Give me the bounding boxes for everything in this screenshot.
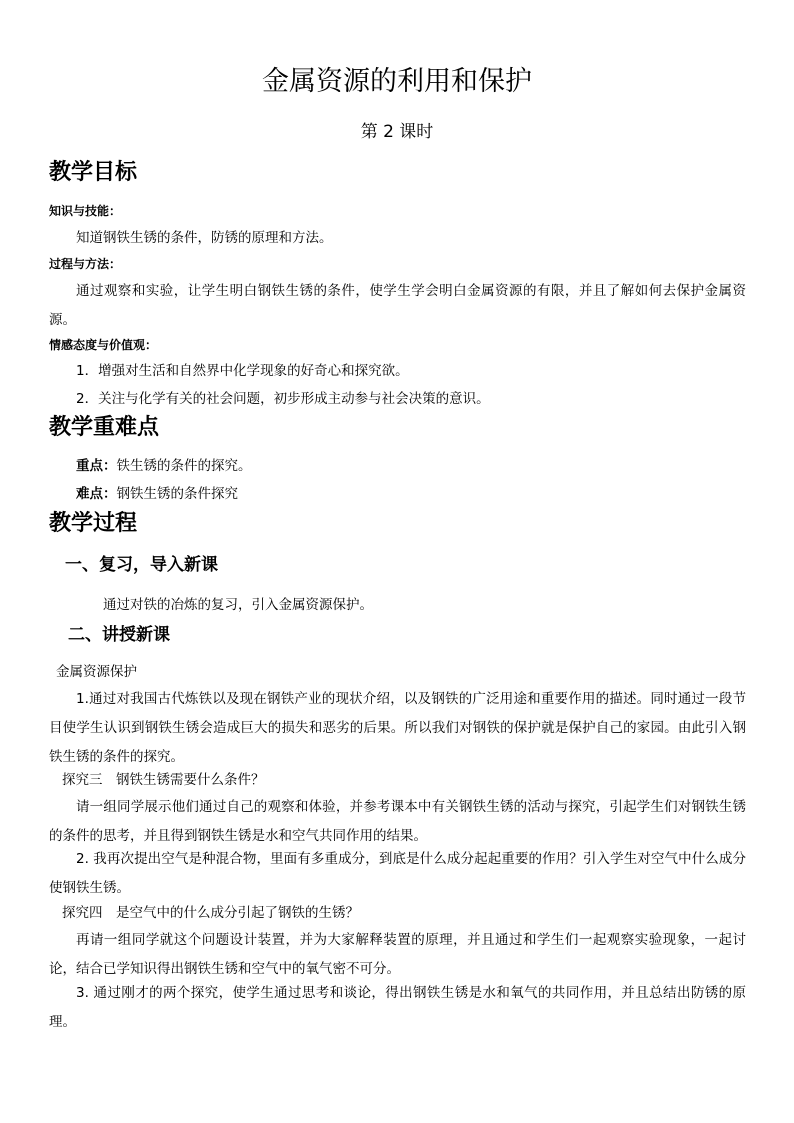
part1-heading: 一、复习，导入新课: [65, 555, 218, 575]
emotion-label: 情感态度与价值观：: [49, 338, 158, 352]
knowledge-label: 知识与技能：: [49, 204, 122, 218]
paragraph-1: 1.通过对我国古代炼铁以及现在钢铁产业的现状介绍，以及钢铁的广泛用途和重要作用的描述。同时通过一段节目使学生认识到钢铁生锈会造成巨大的损失和恶劣的后果。所以我们对钢铁的保护就是保护自己的家园。由此引入钢铁生锈的条件的探究。: [49, 691, 746, 765]
process-heading: 教学过程: [49, 511, 138, 536]
topic-line: 金属资源保护: [56, 664, 137, 680]
knowledge-text: 知道钢铁生锈的条件，防锈的原理和方法。: [76, 230, 333, 246]
process-text: 通过观察和实验，让学生明白钢铁生锈的条件，使学生学会明白金属资源的有限，并且了解如何去保护金属资源。: [49, 283, 746, 328]
emotion-item-2: 2．关注与化学有关的社会问题，初步形成主动参与社会决策的意识。: [76, 391, 490, 407]
explore-4: 探究四 是空气中的什么成分引起了钢铁的生锈？: [62, 905, 359, 921]
paragraph-4: 再请一组同学就这个问题设计装置，并为大家解释装置的原理，并且通过和学生们一起观察实验现象，一起讨论，结合已学知识得出钢铁生锈和空气中的氧气密不可分。: [49, 932, 746, 977]
key-points-heading: 教学重难点: [49, 415, 160, 440]
emotion-item-1: 1．增强对生活和自然界中化学现象的好奇心和探究欲。: [76, 363, 409, 379]
paragraph-2: 请一组同学展示他们通过自己的观察和体验，并参考课本中有关钢铁生锈的活动与探究，引起学生们对钢铁生锈的条件的思考，并且得到钢铁生锈是水和空气共同作用的结果。: [49, 799, 746, 844]
difficulty-label: 难点：: [76, 486, 117, 502]
difficulty-text: 钢铁生锈的条件探究: [116, 486, 238, 502]
explore-3: 探究三 钢铁生锈需要什么条件？: [62, 772, 265, 788]
difficulty-line: [76, 484, 238, 504]
lesson-subtitle: 第 2 课时: [360, 122, 434, 142]
part1-text: 通过对铁的冶炼的复习，引入金属资源保护。: [103, 597, 373, 613]
process-label: 过程与方法：: [49, 257, 122, 271]
paragraph-3: 2. 我再次提出空气是种混合物，里面有多重成分，到底是什么成分起起重要的作用？引入学生对空气中什么成分使钢铁生锈。: [49, 851, 746, 896]
focus-label: 重点：: [76, 458, 117, 474]
focus-line: [76, 456, 252, 476]
part2-heading: 二、讲授新课: [68, 625, 170, 645]
document-title: 金属资源的利用和保护: [262, 66, 532, 97]
objectives-heading: 教学目标: [49, 160, 138, 185]
focus-text: 铁生锈的条件的探究。: [116, 458, 252, 474]
paragraph-5: 3. 通过刚才的两个探究，使学生通过思考和谈论，得出钢铁生锈是水和氧气的共同作用，并且总结出防锈的原理。: [49, 985, 746, 1030]
